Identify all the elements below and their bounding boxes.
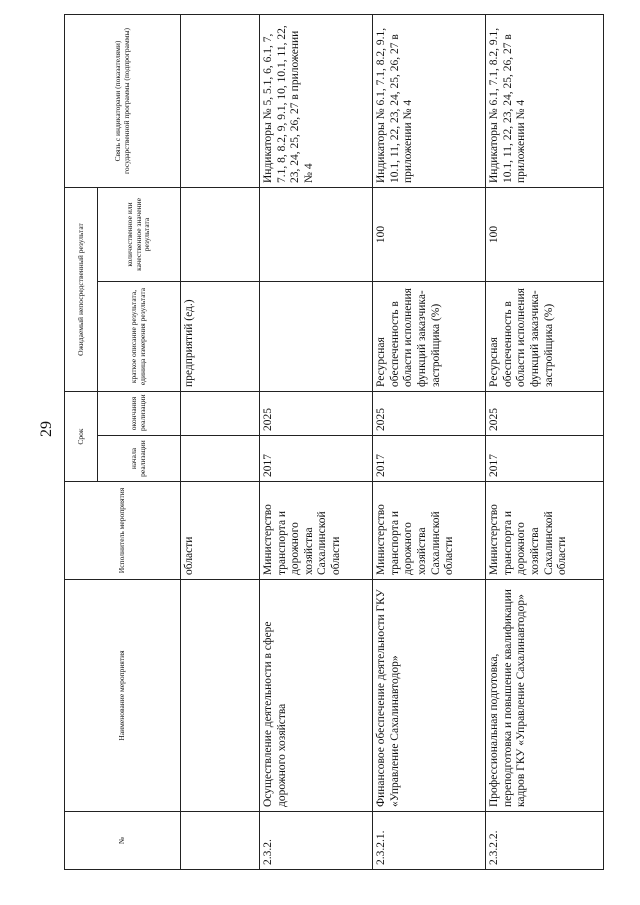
cell-value — [260, 188, 373, 282]
header-name: Наименование мероприятия — [65, 580, 181, 812]
header-result-desc: краткое описание результата, единица измерения результата — [98, 282, 181, 392]
measures-table — [64, 14, 604, 870]
cell-no: 2.3.2. — [260, 812, 373, 870]
cell-executor: Министерство транспорта и дорожного хозяйства Сахалинской области — [260, 482, 373, 580]
header-result-value: количественное или качественное значение результата — [98, 188, 181, 282]
header-executor: Исполнитель мероприятия — [65, 482, 181, 580]
cell-start — [181, 436, 260, 482]
header-term: Срок — [65, 392, 98, 482]
cell-value: 100 — [486, 188, 604, 282]
table-row — [181, 15, 260, 870]
table-row — [260, 15, 373, 870]
cell-value: 100 — [373, 188, 486, 282]
cell-name: Профессиональная подготовка, переподготовка и повышение квалификации кадров ГКУ «Управление Сахалинавтодор» — [486, 580, 604, 812]
header-end: окончания реализации — [98, 392, 181, 436]
cell-desc — [260, 282, 373, 392]
page-number: 29 — [38, 421, 55, 437]
cell-executor: области — [181, 482, 260, 580]
cell-no: 2.3.2.2. — [486, 812, 604, 870]
cell-start: 2017 — [486, 436, 604, 482]
cell-desc: Ресурсная обеспеченность в области исполнения функций заказчика-застройщика (%) — [486, 282, 604, 392]
cell-link: Индикаторы № 6.1, 7.1, 8.2, 9.1, 10.1, 11, 22, 23, 24, 25, 26, 27 в приложении № 4 — [486, 15, 604, 188]
cell-start: 2017 — [373, 436, 486, 482]
cell-end: 2025 — [373, 392, 486, 436]
cell-desc: Ресурсная обеспеченность в области исполнения функций заказчика-застройщика (%) — [373, 282, 486, 392]
header-result: Ожидаемый непосредственный результат — [65, 188, 98, 392]
cell-name: Осуществление деятельности в сфере дорожного хозяйства — [260, 580, 373, 812]
header-row-1 — [65, 15, 98, 870]
cell-link — [181, 15, 260, 188]
cell-link: Индикаторы № 6.1, 7.1, 8.2, 9.1, 10.1, 11, 22, 23, 24, 25, 26, 27 в приложении № 4 — [373, 15, 486, 188]
cell-desc: предприятий (ед.) — [181, 282, 260, 392]
table-row — [373, 15, 486, 870]
cell-value — [181, 188, 260, 282]
cell-link: Индикаторы № 5, 5.1, 6, 6.1, 7, 7.1, 8, 8.2, 9, 9.1, 10, 10.1, 11, 22, 23, 24, 25, 26, 27 в приложении № 4 — [260, 15, 373, 188]
cell-end: 2025 — [486, 392, 604, 436]
cell-executor: Министерство транспорта и дорожного хозяйства Сахалинской области — [486, 482, 604, 580]
rotated-table-container — [64, 15, 604, 870]
header-no: № — [65, 812, 181, 870]
cell-end: 2025 — [260, 392, 373, 436]
cell-end — [181, 392, 260, 436]
table-row — [486, 15, 604, 870]
header-link: Связь с индикаторами (показателями) государственной программы (подпрограммы) — [65, 15, 181, 188]
cell-no: 2.3.2.1. — [373, 812, 486, 870]
cell-start: 2017 — [260, 436, 373, 482]
cell-executor: Министерство транспорта и дорожного хозяйства Сахалинской области — [373, 482, 486, 580]
cell-name — [181, 580, 260, 812]
cell-no — [181, 812, 260, 870]
header-start: начала реализации — [98, 436, 181, 482]
cell-name: Финансовое обеспечение деятельности ГКУ «Управление Сахалинавтодор» — [373, 580, 486, 812]
